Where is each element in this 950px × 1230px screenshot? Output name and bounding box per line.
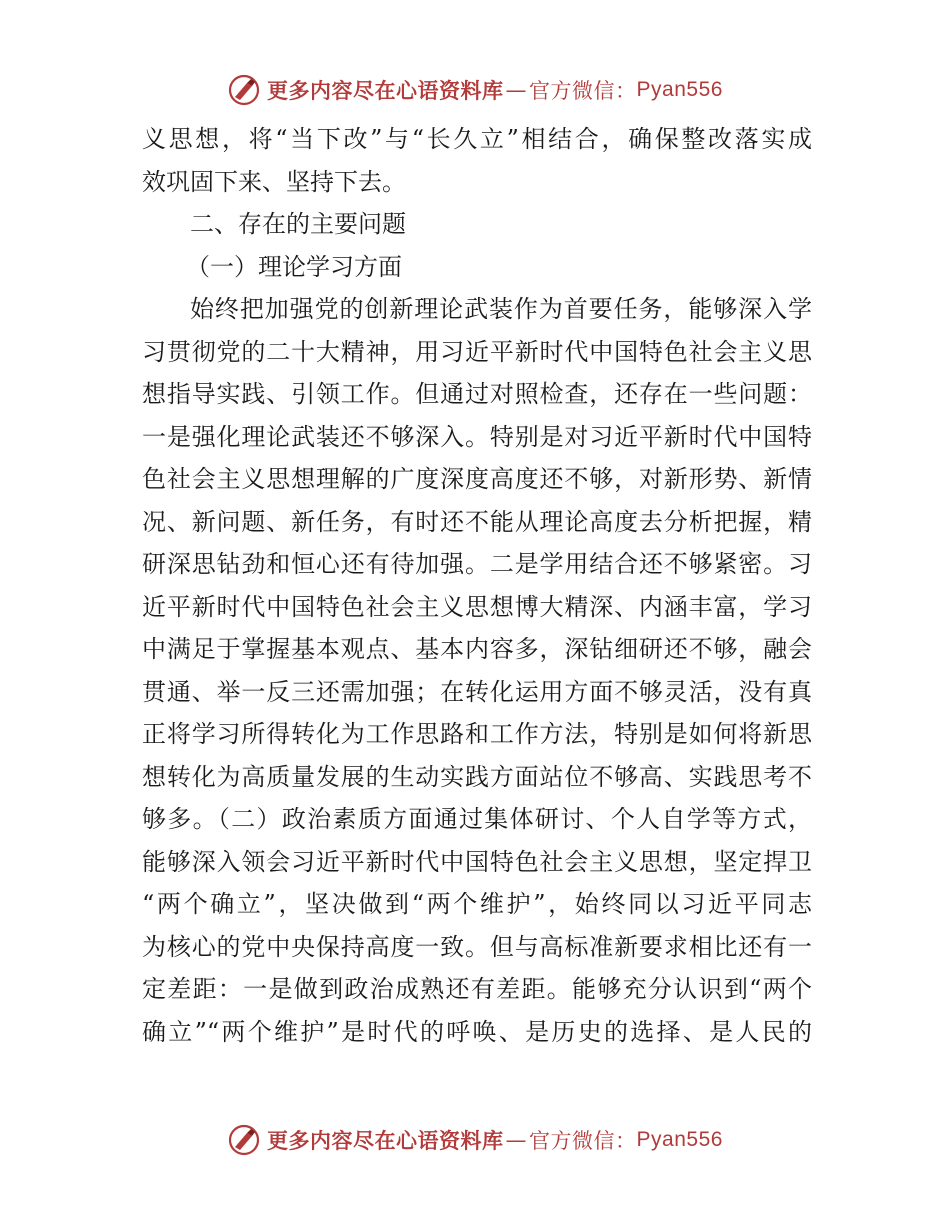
text-line: 色社会主义思想理解的广度深度高度还不够，对新形势、新情 [142,465,812,493]
text-line: 为核心的党中央保持高度一致。但与高标准新要求相比还有一 [142,932,812,961]
brand-logo-icon [227,1123,261,1157]
section-heading: 二、存在的主要问题 [190,210,406,238]
wechat-id: Pyan556 [636,78,723,101]
brand-logo-icon [227,73,261,107]
wechat-label: 官方微信： [529,79,637,103]
paragraph-main [142,288,812,1053]
text-line: “两个确立”，坚决做到“两个维护”，始终同以习近平同志 [142,890,812,918]
text-line: 中满足于掌握基本观点、基本内容多，深钻细研还不够，融会 [142,635,812,663]
text-line: 贯通、举一反三还需加强；在转化运用方面不够灵活，没有真 [142,677,812,706]
text-line: 始终把加强党的创新理论武装作为首要任务，能够深入学 [190,295,812,323]
text-line: 确立”“两个维护”是时代的呼唤、是历史的选择、是人民的 [142,1017,812,1046]
brand-name: 更多内容尽在心语资料库 [267,79,504,103]
text-line: 能够深入领会习近平新时代中国特色社会主义思想，坚定捍卫 [142,847,812,876]
wechat-id: Pyan556 [636,1128,723,1151]
document-body [142,118,812,1053]
text-line: 定差距：一是做到政治成熟还有差距。能够充分认识到“两个 [142,975,812,1003]
wechat-label: 官方微信： [529,1129,637,1153]
footer-watermark-banner [0,1120,950,1160]
paragraph-continuation [142,118,812,203]
text-line: 想转化为高质量发展的生动实践方面站位不够高、实践思考不 [142,762,812,791]
text-line: 想指导实践、引领工作。但通过对照检查，还存在一些问题： [142,380,812,408]
text-line: 义思想，将“当下改”与“长久立”相结合，确保整改落实成 [142,125,812,153]
banner-dash: — [505,1128,528,1152]
subsection-heading: （一）理论学习方面 [186,252,402,281]
text-line: 够多。（二）政治素质方面通过集体研讨、个人自学等方式， [142,805,812,833]
text-line: 一是强化理论武装还不够深入。特别是对习近平新时代中国特 [142,422,812,451]
text-line: 况、新问题、新任务，有时还不能从理论高度去分析把握，精 [142,507,812,536]
brand-name: 更多内容尽在心语资料库 [267,1129,504,1153]
header-watermark-banner [0,70,950,110]
text-line: 效巩固下来、坚持下去。 [142,167,406,196]
text-line: 习贯彻党的二十大精神，用习近平新时代中国特色社会主义思 [142,337,812,366]
banner-dash: — [505,78,528,102]
text-line: 近平新时代中国特色社会主义思想博大精深、内涵丰富，学习 [142,592,812,621]
text-line: 研深思钻劲和恒心还有待加强。二是学用结合还不够紧密。习 [142,550,812,578]
text-line: 正将学习所得转化为工作思路和工作方法，特别是如何将新思 [142,720,812,748]
